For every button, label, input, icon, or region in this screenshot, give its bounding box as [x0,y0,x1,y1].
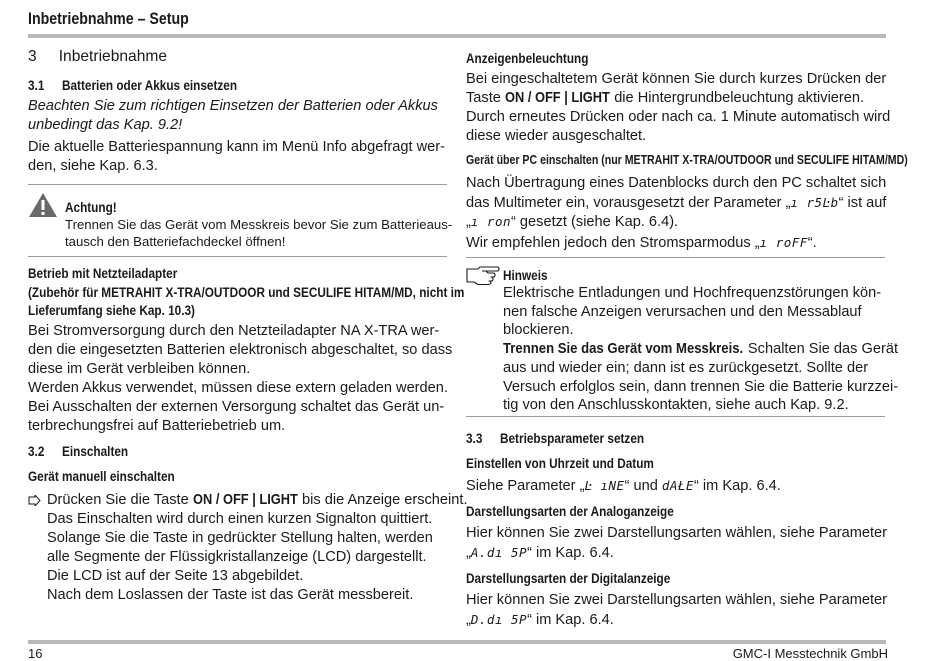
section-3-1-heading [28,78,237,93]
bullet-text: alle Segmente der Flüssigkristallanzeige (LCD) dargestellt. [47,549,427,565]
hint-text: blockieren. [503,322,574,338]
hint-emphasis: Trennen Sie das Gerät vom Messkreis. [503,341,744,357]
adapter-text: diese im Gerät verbleiben können. [28,361,251,377]
lcd-code: Ŀ ıNE [584,478,625,493]
battery-voltage-text: den, siehe Kap. 6.3. [28,158,158,174]
key-label: ON / OFF | LIGHT [192,492,298,508]
adapter-text: Werden Akkus verwendet, müssen diese extern geladen werden. [28,380,448,396]
hint-text: nen falsche Anzeigen verursachen und den Messablauf [503,304,862,320]
section-title: Betriebsparameter setzen [499,431,645,446]
section-3-3-heading [466,431,644,446]
digital-heading: Darstellungsarten der Digitalanzeige [466,571,671,586]
bullet-text: Nach dem Loslassen der Taste ist das Gerät messbereit. [47,587,414,603]
backlight-text: diese wieder ausgeschaltet. [466,128,647,144]
adapter-subheading: Lieferumfang siehe Kap. 10.3) [28,303,195,318]
pc-text [466,212,678,232]
pc-text: Nach Übertragung eines Datenblocks durch den PC schaltet sich [466,175,887,191]
text: “ im Kap. 6.4. [527,545,614,561]
lcd-code: D.dı 5P [470,612,528,627]
text: „ [466,612,471,628]
section-number: 3.3 [466,431,483,446]
text: bis die Anzeige erscheint. [297,492,468,508]
adapter-heading: Betrieb mit Netzteiladapter [28,266,178,281]
hint-text: aus und wieder ein; dann ist es zurückgesetzt. Sollte der [503,360,869,376]
bullet-text: Die LCD ist auf der Seite 13 abgebildet. [47,568,304,584]
section-number: 3 [28,48,37,65]
text: “ und [624,478,662,494]
text: das Multimeter ein, vorausgesetzt der Parameter „ [466,195,791,211]
backlight-heading: Anzeigenbeleuchtung [466,51,589,66]
adapter-text: Bei Ausschalten der externen Versorgung schaltet das Gerät un- [28,399,445,415]
section-number: 3.2 [28,444,45,459]
time-date-text [466,476,781,496]
bullet-text [47,491,468,510]
lcd-code: ı roFF [759,235,808,250]
text: “ im Kap. 6.4. [694,478,781,494]
text: „ [466,545,471,561]
divider [466,416,885,417]
divider [28,184,447,185]
lcd-code: ı ron [470,214,512,229]
manual-on-heading: Gerät manuell einschalten [28,469,175,484]
text: “ ist auf [838,195,887,211]
text: Taste [466,90,505,106]
hint-text: Versuch erfolglos sein, dann trennen Sie die Batterie kurzzei- [503,379,899,395]
text: Siehe Parameter „ [466,478,585,494]
battery-voltage-text: Die aktuelle Batteriespannung kann im Menü Info abgefragt wer- [28,139,445,155]
analog-heading: Darstellungsarten der Analoganzeige [466,504,674,519]
hint-text [503,340,898,359]
text: Wir empfehlen jedoch den Stromsparmodus „ [466,235,760,251]
text: Drücken Sie die Taste [47,492,193,508]
bullet-text: Das Einschalten wird durch einen kurzen Signalton quittiert. [47,511,433,527]
lcd-code: ı r5Ŀb [790,195,839,210]
arrow-bullet-icon [28,495,41,506]
text: “. [807,235,817,251]
footer-rule [28,640,886,644]
text: “ gesetzt (siehe Kap. 6.4). [511,214,679,230]
page-number: 16 [28,646,43,661]
text: Schalten Sie das Gerät [743,341,899,357]
backlight-text: Bei eingeschaltetem Gerät können Sie durch kurzes Drücken der [466,71,887,87]
analog-text [466,543,614,563]
warning-text: Trennen Sie das Gerät vom Messkreis bevor Sie zum Batterieaus- [65,217,453,232]
battery-note-line: unbedingt das Kap. 9.2! [28,117,183,133]
lcd-code: A.dı 5P [470,545,528,560]
section-title: Einschalten [61,444,129,459]
backlight-text: Durch erneutes Drücken oder nach ca. 1 Minute automatisch wird [466,109,891,125]
text: die Hintergrundbeleuchtung aktivieren. [610,90,865,106]
page-header-title: Inbetriebnahme – Setup [28,10,189,28]
warning-title: Achtung! [65,200,117,215]
hint-text: tig von den Anschlusskontakten, siehe auch Kap. 9.2. [503,397,849,413]
adapter-subheading: (Zubehör für METRAHIT X-TRA/OUTDOOR und SECULIFE HITAM/MD, nicht im [28,285,465,300]
time-date-heading: Einstellen von Uhrzeit und Datum [466,456,654,471]
bullet-text: Solange Sie die Taste in gedrückter Stellung halten, werden [47,530,433,546]
backlight-text [466,89,864,108]
section-title: Batterien oder Akkus einsetzen [61,78,238,93]
section-3-heading [28,48,167,66]
pc-text [466,233,817,253]
adapter-text: Bei Stromversorgung durch den Netzteiladapter NA X-TRA wer- [28,323,440,339]
pc-text [466,193,886,213]
warning-icon [28,192,58,218]
adapter-text: terbrechungsfrei auf Batteriebetrieb um. [28,418,286,434]
adapter-text: den die eingesetzten Batterien elektronisch abgeschaltet, so dass [28,342,453,358]
pointing-hand-icon [466,265,500,285]
key-label: ON / OFF | LIGHT [504,90,610,106]
divider [466,257,885,258]
warning-text: tausch den Batteriefachdeckel öffnen! [65,234,286,249]
battery-note-line: Beachten Sie zum richtigen Einsetzen der Batterien oder Akkus [28,98,438,114]
text: “ im Kap. 6.4. [527,612,614,628]
company-name: GMC-I Messtechnik GmbH [732,646,888,661]
section-3-2-heading [28,444,128,459]
header-rule [28,34,886,38]
text: „ [466,214,471,230]
hint-title: Hinweis [503,268,548,283]
digital-text: Hier können Sie zwei Darstellungsarten wählen, siehe Parameter [466,592,888,608]
hint-text: Elektrische Entladungen und Hochfrequenzstörungen kön- [503,285,882,301]
analog-text: Hier können Sie zwei Darstellungsarten wählen, siehe Parameter [466,525,888,541]
pc-heading: Gerät über PC einschalten (nur METRAHIT X-TRA/OUTDOOR und SECULIFE HITAM/MD) [466,153,908,167]
divider [28,256,447,257]
lcd-code: dAŁE [661,478,695,493]
section-number: 3.1 [28,78,45,93]
digital-text [466,610,614,630]
section-title: Inbetriebnahme [58,48,168,65]
